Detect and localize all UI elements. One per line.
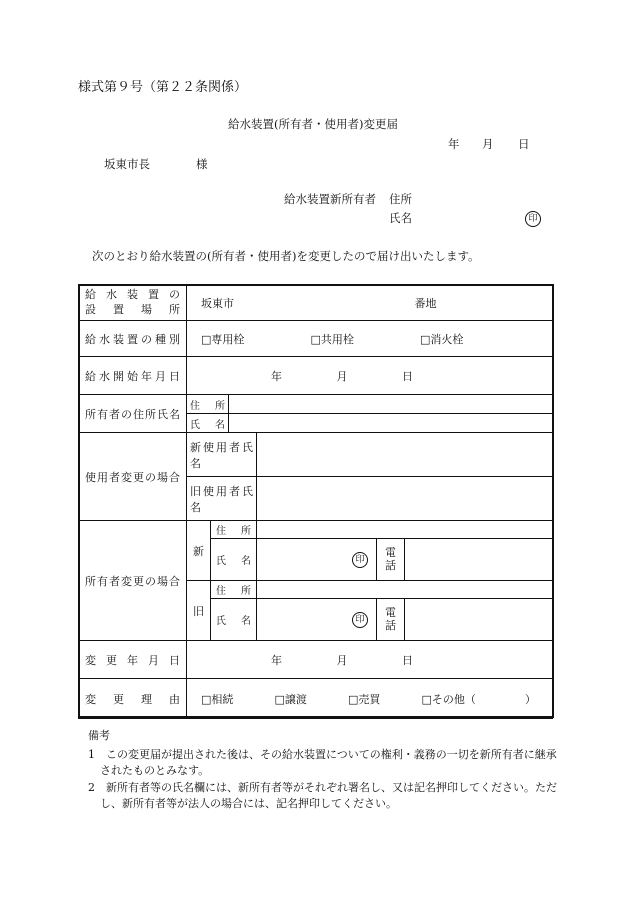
type-option-private[interactable]: □専用栓 bbox=[201, 332, 245, 346]
new-owner-label: 給水装置新所有者 bbox=[284, 192, 376, 206]
row-start-date bbox=[79, 357, 553, 395]
application-form-table bbox=[78, 284, 553, 719]
note-item-2: 2 新所有者等の氏名欄には、新所有者等がそれぞれ署名し、又は記名押印してください。ただし、新所有者等が法人の場合には、記名押印してください。 bbox=[88, 780, 557, 810]
date-year-label: 年 bbox=[448, 137, 460, 151]
change-reason-label: 変更理由 bbox=[79, 679, 187, 719]
user-change-label: 使用者変更の場合 bbox=[79, 433, 187, 521]
declaration-statement: 次のとおり給水装置の(所有者・使用者)を変更したので届け出いたします。 bbox=[92, 249, 480, 263]
type-option-shared[interactable]: □共用栓 bbox=[310, 332, 354, 346]
old-owner-addr-label: 住所 bbox=[211, 581, 257, 599]
new-owner-address-label: 住所 bbox=[389, 192, 412, 206]
owner-name-field[interactable] bbox=[229, 414, 553, 433]
owner-name-label: 氏名 bbox=[187, 414, 229, 433]
reason-option-transfer[interactable]: □譲渡 bbox=[274, 692, 307, 706]
location-label: 給水装置の 設置場所 bbox=[79, 285, 187, 321]
new-owner-phone-field[interactable] bbox=[405, 539, 553, 581]
row-change-reason bbox=[79, 679, 553, 719]
old-owner-phone-label: 電 話 bbox=[377, 599, 405, 641]
new-owner-addr-field[interactable] bbox=[257, 521, 553, 539]
notes-section bbox=[88, 728, 560, 813]
old-owner-seal: 印 bbox=[352, 612, 368, 628]
old-owner-mark: 旧 bbox=[187, 581, 211, 641]
device-type-label: 給水装置の種別 bbox=[79, 321, 187, 357]
new-owner-name-label: 氏名 bbox=[211, 539, 257, 581]
owner-label: 所有者の住所氏名 bbox=[79, 395, 187, 433]
form-title: 給水装置(所有者・使用者)変更届 bbox=[228, 117, 398, 131]
row-new-user bbox=[79, 433, 553, 477]
new-user-name-field[interactable] bbox=[257, 433, 553, 477]
change-date-field[interactable]: 年 月 日 bbox=[187, 641, 553, 679]
row-location bbox=[79, 285, 553, 321]
row-owner-address bbox=[79, 395, 553, 414]
date-day-label: 日 bbox=[518, 137, 530, 151]
seal-mark: 印 bbox=[525, 211, 541, 227]
form-number: 様式第９号（第２２条関係） bbox=[78, 80, 248, 95]
row-change-date bbox=[79, 641, 553, 679]
reason-option-inheritance[interactable]: □相続 bbox=[201, 692, 234, 706]
date-month-label: 月 bbox=[482, 137, 494, 151]
start-date-label: 給水開始年月日 bbox=[79, 357, 187, 395]
new-owner-phone-label: 電 話 bbox=[377, 539, 405, 581]
old-user-name-field[interactable] bbox=[257, 477, 553, 521]
row-device-type bbox=[79, 321, 553, 357]
old-owner-name-field[interactable] bbox=[257, 599, 377, 641]
new-owner-mark: 新 bbox=[187, 521, 211, 581]
new-owner-addr-label: 住所 bbox=[211, 521, 257, 539]
old-user-name-label: 旧使用者氏名 bbox=[187, 477, 257, 521]
new-owner-seal: 印 bbox=[352, 552, 368, 568]
change-date-label: 変更年月日 bbox=[79, 641, 187, 679]
owner-address-field[interactable] bbox=[229, 395, 553, 414]
row-new-owner-address bbox=[79, 521, 553, 539]
new-owner-name-label: 氏名 bbox=[389, 211, 412, 225]
type-option-fire[interactable]: □消火栓 bbox=[420, 332, 464, 346]
old-owner-addr-field[interactable] bbox=[257, 581, 553, 599]
owner-change-label: 所有者変更の場合 bbox=[79, 521, 187, 641]
addressee: 坂東市長 bbox=[104, 157, 150, 171]
old-owner-phone-field[interactable] bbox=[405, 599, 553, 641]
owner-address-label: 住所 bbox=[187, 395, 229, 414]
start-date-field[interactable]: 年 月 日 bbox=[187, 357, 553, 395]
reason-other-close: ） bbox=[525, 692, 536, 706]
old-owner-name-label: 氏名 bbox=[211, 599, 257, 641]
note-item-1: 1 この変更届が提出された後は、その給水装置についての権利・義務の一切を新所有者に継承されたものとみなす。 bbox=[88, 747, 557, 777]
new-owner-name-field[interactable] bbox=[257, 539, 377, 581]
reason-option-other[interactable]: □その他（ bbox=[421, 692, 476, 706]
notes-title: 備考 bbox=[88, 729, 110, 742]
location-field[interactable]: 坂東市 番地 bbox=[187, 285, 553, 321]
new-user-name-label: 新使用者氏名 bbox=[187, 433, 257, 477]
reason-option-sale[interactable]: □売買 bbox=[348, 692, 381, 706]
addressee-honorific: 様 bbox=[196, 157, 208, 171]
device-type-options bbox=[187, 321, 553, 357]
change-reason-options bbox=[187, 679, 553, 719]
